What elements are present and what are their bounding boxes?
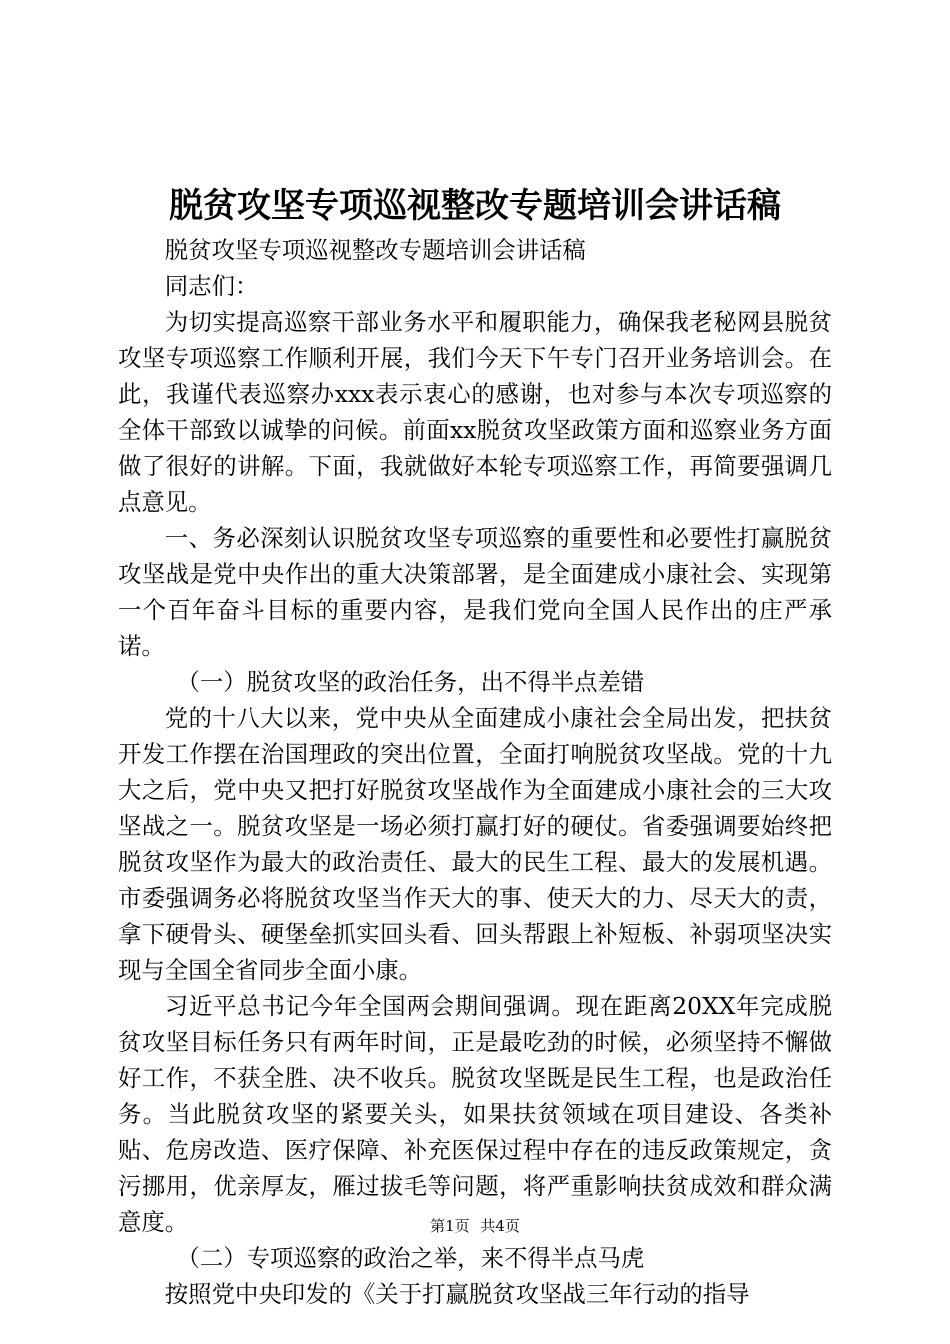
paragraph-section-one: 一、务必深刻认识脱贫攻坚专项巡察的重要性和必要性打赢脱贫攻坚战是党中央作出的重大决策部署，是全面建成小康社会、实现第一个百年奋斗目标的重要内容，是我们党向全国人民作出的庄严承诺。 bbox=[118, 524, 832, 660]
document-body bbox=[118, 232, 832, 1312]
page-number: 第1页 bbox=[430, 1217, 470, 1235]
page-footer bbox=[0, 1216, 950, 1236]
paragraph-subheading-one: （一）脱贫攻坚的政治任务，出不得半点差错 bbox=[176, 668, 645, 696]
document-title: 脱贫攻坚专项巡视整改专题培训会讲话稿 bbox=[169, 186, 781, 226]
paragraph-body-one: 党的十八大以来，党中央从全面建成小康社会全局出发，把扶贫开发工作摆在治国理政的突出位置，全面打响脱贫攻坚战。党的十九大之后，党中央又把打好脱贫攻坚战作为全面建成小康社会的三大攻坚战之一。脱贫攻坚是一场必须打赢打好的硬仗。省委强调要始终把脱贫攻坚作为最大的政治责任、最大的民生工程、最大的发展机遇。市委强调务必将脱贫攻坚当作天大的事、使天大的力、尽天大的责，拿下硬骨头、硬堡垒抓实回头看、回头帮跟上补短板、补弱项坚决实现与全国全省同步全面小康。 bbox=[118, 704, 832, 984]
paragraph-body-three: 按照党中央印发的《关于打赢脱贫攻坚战三年行动的指导 bbox=[164, 1280, 750, 1308]
paragraph-greeting: 同志们： bbox=[164, 272, 259, 300]
paragraph-intro: 为切实提高巡察干部业务水平和履职能力，确保我老秘网县脱贫攻坚专项巡察工作顺利开展，我们今天下午专门召开业务培训会。在此，我谨代表巡察办xxx表示衷心的感谢，也对参与本次专项巡察的全体干部致以诚挚的问候。前面xx脱贫攻坚政策方面和巡察业务方面做了很好的讲解。下面，我就做好本轮专项巡察工作，再简要强调几点意见。 bbox=[118, 308, 832, 516]
page-total: 共4页 bbox=[480, 1217, 520, 1235]
paragraph-subtitle: 脱贫攻坚专项巡视整改专题培训会讲话稿 bbox=[164, 236, 586, 264]
paragraph-body-two: 习近平总书记今年全国两会期间强调。现在距离20XX年完成脱贫攻坚目标任务只有两年时间，正是最吃劲的时候，必须坚持不懈做好工作，不获全胜、决不收兵。脱贫攻坚既是民生工程，也是政治任务。当此脱贫攻坚的紧要关头，如果扶贫领域在项目建设、各类补贴、危房改造、医疗保障、补充医保过程中存在的违反政策规定，贪污挪用，优亲厚友，雁过拔毛等问题，将严重影响扶贫成效和群众满意度。 bbox=[118, 992, 832, 1236]
paragraph-subheading-two: （二）专项巡察的政治之举，来不得半点马虎 bbox=[176, 1244, 645, 1272]
